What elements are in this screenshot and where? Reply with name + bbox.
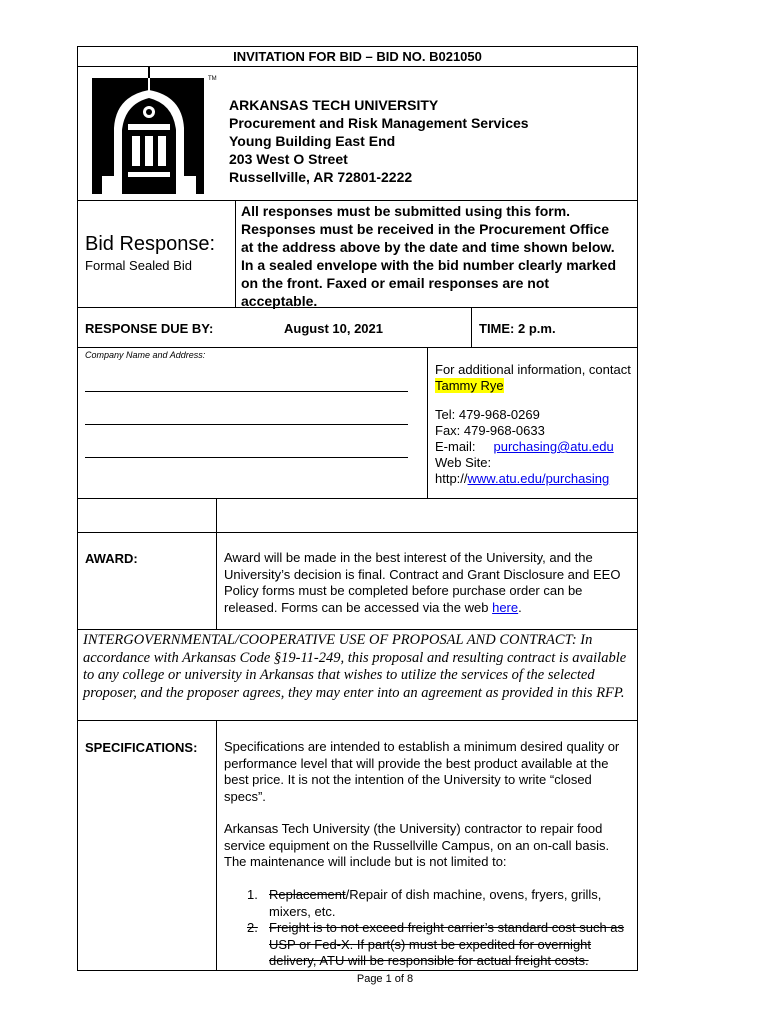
company-field-line[interactable] bbox=[85, 424, 408, 425]
address-line: 203 West O Street bbox=[229, 151, 348, 167]
spec-item-number: 2. bbox=[247, 920, 258, 935]
border-left bbox=[77, 46, 78, 971]
border-top bbox=[77, 46, 638, 47]
contact-block bbox=[435, 362, 635, 487]
address-line: Procurement and Risk Management Services bbox=[229, 115, 529, 131]
row-divider bbox=[77, 200, 638, 201]
document-title: INVITATION FOR BID – BID NO. B021050 bbox=[233, 49, 482, 64]
page-number: Page 1 of 8 bbox=[356, 973, 414, 985]
col-divider bbox=[216, 498, 217, 630]
company-name-label: Company Name and Address: bbox=[85, 350, 206, 360]
contact-intro: For additional information, contact Tammy Rye bbox=[435, 362, 631, 393]
contact-tel: Tel: 479-968-0269 bbox=[435, 407, 540, 422]
contact-fax: Fax: 479-968-0633 bbox=[435, 423, 545, 438]
row-divider bbox=[77, 532, 638, 533]
bid-response-subtitle: Formal Sealed Bid bbox=[85, 258, 192, 273]
col-divider bbox=[427, 347, 428, 499]
address-block bbox=[229, 96, 529, 186]
contact-web-label: Web Site: bbox=[435, 455, 492, 470]
email-link[interactable]: purchasing@atu.edu bbox=[493, 439, 614, 454]
address-line: Russellville, AR 72801-2222 bbox=[229, 169, 413, 185]
forms-here-link[interactable]: here bbox=[492, 599, 519, 615]
submission-instructions: All responses must be submitted using this form. Responses must be received in the Procurement Office at the address above by the date and time shown below. In a sealed envelope with the bid number clearly marked on the front. Faxed or email responses are not acceptable. bbox=[241, 203, 617, 309]
university-logo bbox=[92, 66, 204, 194]
spec-item: Replacement/Repair of dish machine, ovens, fryers, grills, mixers, etc. bbox=[269, 887, 602, 919]
row-divider bbox=[77, 347, 638, 348]
row-divider bbox=[77, 498, 638, 499]
response-due-label: RESPONSE DUE BY: bbox=[85, 321, 214, 336]
border-bottom bbox=[77, 970, 638, 971]
response-due-date: August 10, 2021 bbox=[284, 321, 383, 336]
contact-web-row: http://www.atu.edu/purchasing bbox=[435, 471, 610, 486]
contact-name: Tammy Rye bbox=[435, 378, 504, 393]
intergovernmental-clause: INTERGOVERNMENTAL/COOPERATIVE USE OF PROPOSAL AND CONTRACT: In accordance with Arkansas Code §19-11-249, this proposal and resulting contract is available to any college or university in Arkansas that wishes to utilize the services of the selected proposer, and the proposer agrees, they may enter into an agreement as provided in this RFP. bbox=[83, 632, 627, 701]
row-divider bbox=[77, 629, 638, 630]
col-divider bbox=[235, 200, 236, 308]
row-divider bbox=[77, 720, 638, 721]
col-divider bbox=[471, 307, 472, 348]
col-divider bbox=[216, 720, 217, 971]
specifications-para2: Arkansas Tech University (the University) contractor to repair food service equipment on the Russellville Campus, on an on-call basis. The maintenance will include but is not limited to: bbox=[224, 821, 610, 869]
contact-email-row: E-mail: purchasing@atu.edu bbox=[435, 439, 614, 454]
bid-response-title: Bid Response: bbox=[85, 233, 216, 255]
website-link[interactable]: www.atu.edu/purchasing bbox=[467, 471, 610, 486]
trademark-mark: TM bbox=[208, 76, 217, 82]
award-text: Award will be made in the best interest of the University, and the University’s decision is final. Contract and Grant Disclosure and EEO Policy forms must be completed before purchase order can be released. Forms can be accessed via the web here. bbox=[224, 550, 621, 615]
company-field-line[interactable] bbox=[85, 391, 408, 392]
response-due-time: TIME: 2 p.m. bbox=[479, 321, 556, 336]
company-field-line[interactable] bbox=[85, 457, 408, 458]
spec-item: Freight is to not exceed freight carrier’s standard cost such as USP or Fed-X. If part(s) must be expedited for overnight delivery, ATU will be responsible for actual freight costs. bbox=[269, 920, 625, 968]
address-line: ARKANSAS TECH UNIVERSITY bbox=[229, 97, 439, 113]
specifications-label: SPECIFICATIONS: bbox=[85, 740, 198, 755]
border-right bbox=[637, 46, 638, 971]
address-line: Young Building East End bbox=[229, 133, 396, 149]
spec-item-number: 1. bbox=[247, 887, 258, 902]
specifications-para1: Specifications are intended to establish a minimum desired quality or performance level that will provide the best product available at the best price. It is not the intention of the University to write “closed specs”. bbox=[224, 739, 620, 804]
award-label: AWARD: bbox=[85, 551, 138, 566]
